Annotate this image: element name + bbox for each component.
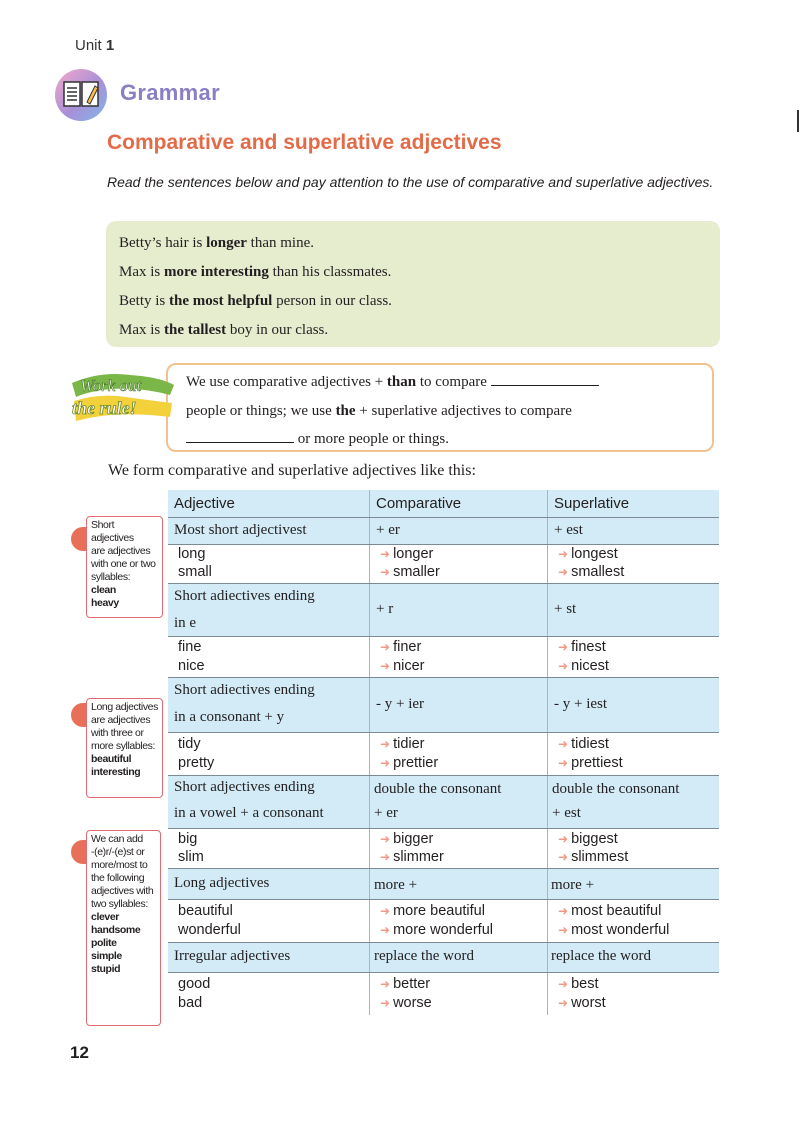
note-line: with one or two [91, 558, 156, 570]
example-word: longest [571, 546, 618, 562]
example-word: nicer [393, 658, 425, 674]
arrow-icon: ➜ [558, 850, 569, 864]
page-edge-mark [797, 110, 799, 132]
rule-cell: - y + iest [554, 696, 608, 712]
example-word: biggest [571, 831, 618, 847]
example-word: bad [178, 995, 203, 1011]
header-superlative: Superlative [554, 495, 630, 512]
note-line: We can add [91, 833, 143, 845]
rule-line-3: or more people or things. [186, 425, 706, 454]
rule-text [186, 368, 706, 454]
rule-cell: more + [551, 877, 595, 893]
note-line: Long adjectives [91, 701, 158, 713]
note-line: more syllables: [91, 740, 156, 752]
table-row [168, 637, 719, 677]
example-sentence: Max is more interesting than his classmates. [119, 264, 392, 280]
section-label: Grammar [120, 80, 220, 105]
rule-cell: in a vowel + a consonant [174, 805, 324, 821]
arrow-icon: ➜ [558, 659, 569, 673]
example-word: pretty [178, 755, 215, 771]
note-line: two syllables: [91, 898, 148, 910]
arrow-icon: ➜ [558, 977, 569, 991]
note-example: heavy [91, 597, 119, 609]
example-word: tidiest [571, 736, 609, 752]
example-sentence: Max is the tallest boy in our class. [119, 322, 329, 338]
note-line: the following [91, 872, 145, 884]
arrow-icon: ➜ [380, 977, 391, 991]
header-comparative: Comparative [376, 495, 462, 512]
table-header-row [168, 490, 719, 517]
note-line: are adjectives [91, 545, 151, 557]
table-row [168, 973, 719, 1015]
note-line: more/most to [91, 859, 148, 871]
arrow-icon: ➜ [558, 737, 569, 751]
table-row [168, 943, 719, 972]
rule-cell: Irregular adjectives [174, 948, 291, 964]
arrow-icon: ➜ [380, 756, 391, 770]
note-example: clean [91, 584, 116, 596]
note-example: clever [91, 911, 119, 923]
arrow-icon: ➜ [558, 996, 569, 1010]
note-line: are adjectives [91, 714, 151, 726]
example-word: more beautiful [393, 903, 485, 919]
example-word: big [178, 831, 198, 847]
rule-cell: + est [552, 805, 581, 821]
example-word: worst [571, 995, 606, 1011]
arrow-icon: ➜ [380, 996, 391, 1010]
arrow-icon: ➜ [558, 756, 569, 770]
unit-label: Unit 1 [75, 37, 115, 54]
note-two-syllable-adjectives [86, 830, 161, 1026]
example-word: nice [178, 658, 205, 674]
example-word: most wonderful [571, 922, 670, 938]
answer-blank[interactable] [186, 430, 294, 443]
rule-cell: + est [554, 522, 583, 538]
example-word: longer [393, 546, 434, 562]
rule-cell: Short adiectives ending [174, 682, 315, 698]
table-row [168, 678, 719, 732]
example-word: best [571, 976, 599, 992]
example-word: long [178, 546, 206, 562]
example-word: better [393, 976, 431, 992]
example-word: prettiest [571, 755, 623, 771]
example-word: slimmer [393, 849, 444, 865]
arrow-icon: ➜ [380, 832, 391, 846]
note-line: syllables: [91, 571, 131, 583]
note-example: simple [91, 950, 122, 962]
rule-line-2: people or things; we use the + superlative adjectives to compare [186, 402, 572, 419]
example-word: finer [393, 639, 422, 655]
table-intro: We form comparative and superlative adjectives like this: [108, 462, 476, 479]
arrow-icon: ➜ [380, 923, 391, 937]
example-word: nicest [571, 658, 609, 674]
example-word: slimmest [571, 849, 629, 865]
arrow-icon: ➜ [380, 850, 391, 864]
example-word: small [178, 564, 212, 580]
rule-cell: replace the word [374, 948, 474, 964]
example-sentence: Betty’s hair is longer than mine. [119, 235, 314, 251]
rule-cell: double the consonant [374, 781, 502, 797]
arrow-icon: ➜ [380, 640, 391, 654]
page-number: 12 [70, 1043, 89, 1062]
arrow-icon: ➜ [380, 547, 391, 561]
note-line: with three or [91, 727, 144, 739]
arrow-icon: ➜ [558, 832, 569, 846]
rule-cell: in a consonant + y [174, 709, 285, 725]
note-line: Short adjectives [91, 519, 134, 544]
example-word: tidier [393, 736, 425, 752]
note-short-adjectives [86, 516, 163, 618]
rule-cell: Most short adjectivest [174, 522, 307, 538]
note-example: handsome [91, 924, 141, 936]
rule-cell: double the consonant [552, 781, 680, 797]
example-word: prettier [393, 755, 439, 771]
arrow-icon: ➜ [380, 904, 391, 918]
rule-cell: + er [374, 805, 398, 821]
note-long-adjectives [86, 698, 163, 798]
rule-cell: Short adjectives ending [174, 779, 315, 795]
table-row [168, 733, 719, 775]
example-word: fine [178, 639, 202, 655]
table-row [168, 545, 719, 583]
instructions: Read the sentences below and pay attention to the use of comparative and superlative adjectives. [107, 174, 714, 190]
rule-cell: + r [376, 601, 394, 617]
note-example: polite [91, 937, 117, 949]
table-row [168, 869, 719, 899]
example-word: bigger [393, 831, 434, 847]
rule-cell: Long adjectives [174, 875, 270, 891]
example-word: worse [393, 995, 432, 1011]
note-example: beautiful [91, 753, 132, 765]
rule-line-1: We use comparative adjectives + than to compare [186, 368, 706, 397]
table-row [168, 829, 719, 868]
rule-cell: - y + ier [376, 696, 425, 712]
arrow-icon: ➜ [558, 547, 569, 561]
example-sentence: Betty is the most helpful person in our class. [119, 293, 392, 309]
example-word: smaller [393, 564, 440, 580]
table-row [168, 776, 719, 828]
arrow-icon: ➜ [380, 737, 391, 751]
arrow-icon: ➜ [558, 923, 569, 937]
note-example: stupid [91, 963, 121, 975]
note-example: interesting [91, 766, 141, 778]
rule-cell: Short adiectives ending [174, 588, 315, 604]
example-word: most beautiful [571, 903, 662, 919]
arrow-icon: ➜ [558, 904, 569, 918]
example-word: finest [571, 639, 606, 655]
table-row [168, 518, 719, 544]
arrow-icon: ➜ [380, 659, 391, 673]
note-line: -(e)r/-(e)st or [91, 846, 145, 858]
rule-badge-line2: the rule! [72, 398, 137, 418]
rule-cell: replace the word [551, 948, 651, 964]
grammar-book-icon [55, 69, 107, 121]
rule-cell: more + [374, 877, 418, 893]
example-word: beautiful [178, 903, 233, 919]
page-title: Comparative and superlative adjectives [107, 131, 502, 154]
arrow-icon: ➜ [558, 565, 569, 579]
table-row [168, 584, 719, 636]
example-sentences-box [106, 221, 720, 347]
example-word: wonderful [178, 922, 241, 938]
rule-cell: + st [554, 601, 577, 617]
example-word: good [178, 976, 211, 992]
example-word: tidy [178, 736, 201, 752]
work-out-the-rule-badge [70, 365, 178, 427]
note-line: adjectives with [91, 885, 154, 897]
example-word: smallest [571, 564, 625, 580]
arrow-icon: ➜ [558, 640, 569, 654]
rule-cell: + er [376, 522, 400, 538]
example-word: more wonderful [393, 922, 493, 938]
example-word: slim [178, 849, 204, 865]
header-adjective: Adjective [174, 495, 235, 512]
rule-badge-line1: Work out [80, 376, 142, 395]
arrow-icon: ➜ [380, 565, 391, 579]
table-row [168, 900, 719, 942]
rule-cell: in e [174, 615, 197, 631]
answer-blank[interactable] [491, 373, 599, 386]
